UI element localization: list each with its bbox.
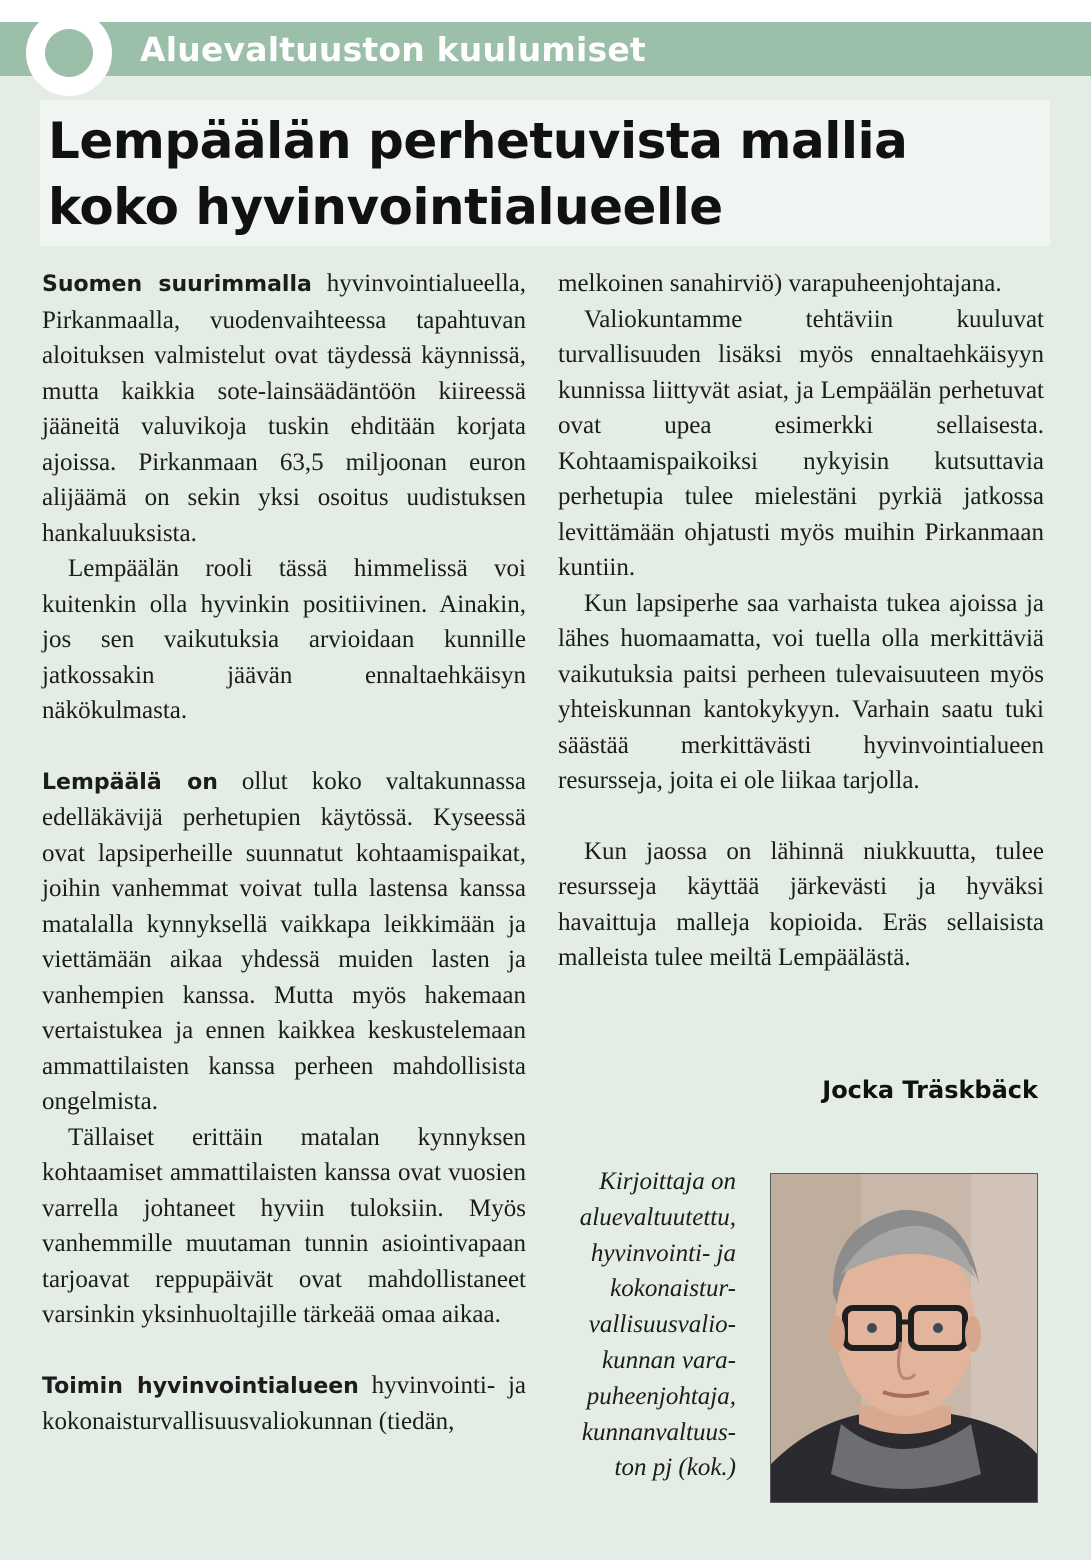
paragraph-lead: Lempäälä on xyxy=(42,769,218,795)
paragraph: Kun jaossa on lähinnä niukkuutta, tulee resursseja käyttää järkevästi ja hyväksi havaittuja malleja kopioida. Eräs sellaisista malleista tulee meiltä Lempäälästä. xyxy=(558,837,1044,971)
section-label: Aluevaltuuston kuulumiset xyxy=(140,30,646,69)
caption-line: kunnanvaltuus- xyxy=(581,1418,736,1446)
paragraph-lead: Toimin hyvinvointialueen xyxy=(42,1373,359,1399)
caption-line: aluevaltuutettu, xyxy=(579,1203,736,1231)
badge-dot xyxy=(45,29,93,77)
caption-line: hyvinvointi- ja xyxy=(590,1239,736,1267)
caption-line: Kirjoittaja on xyxy=(599,1168,736,1195)
author-caption xyxy=(548,1164,736,1486)
paragraph-body: hyvinvointi- ja kokonaisturvallisuusvaliokunnan (tiedän, xyxy=(42,1371,526,1435)
paragraph xyxy=(42,764,526,1120)
paragraph: Tällaiset erittäin matalan kynnyksen kohtaamiset ammattilaisten kanssa ovat vuosien varrella johtaneet hyviin tuloksiin. Myös vanhemmille muutaman tunnin asiointivapaan tarjoavat reppupäivät ovat mahdollistaneet varsinkin yksinhuoltajille tärkeää omaa aikaa. xyxy=(42,1123,526,1328)
paragraph xyxy=(42,266,526,551)
portrait-illustration xyxy=(771,1174,1037,1502)
author-byline: Jocka Träskbäck xyxy=(822,1076,1038,1104)
author-photo xyxy=(770,1173,1038,1503)
paragraph: melkoinen sanahirviö) varapuheenjohtajana. xyxy=(558,270,1002,297)
caption-line: kunnan vara- xyxy=(602,1346,736,1374)
headline-line-1: Lempäälän perhetuvista mallia xyxy=(48,112,908,170)
caption-line: kokonaistur- xyxy=(610,1275,736,1303)
caption-line: ton pj (kok.) xyxy=(614,1454,736,1482)
headline-line-2: koko hyvinvointialueelle xyxy=(48,178,723,236)
paragraph-body: hyvinvointialueella, Pirkanmaalla, vuodenvaihteessa tapahtuvan aloituksen valmistelut ovat täydessä käynnissä, mutta kaikkia sote-lainsäädäntöön kiireessä jääneitä valuvikoja tuskin ehditään korjata ajoissa. Pirkanmaan 63,5 miljoonan euron alijäämä on sekin yksi osoitus uudistuksen hankaluuksista. xyxy=(42,270,526,547)
article-headline xyxy=(48,108,907,240)
paragraph xyxy=(42,1368,526,1440)
paragraph: Kun lapsiperhe saa varhaista tukea ajoissa ja lähes huomaamatta, voi tuella olla merkittäviä vaikutuksia paitsi perheen tulevaisuuteen myös yhteiskunnan kantokykyyn. Varhain saatu tuki säästää merkittävästi hyvinvointialueen resursseja, joita ei ole liikaa tarjolla. xyxy=(558,589,1044,794)
left-column xyxy=(42,266,526,1440)
paragraph-lead: Suomen suurimmalla xyxy=(42,272,312,297)
section-badge-icon xyxy=(26,10,112,96)
right-column xyxy=(558,266,1044,976)
paragraph-body: ollut koko valtakunnassa edelläkävijä perhetupien käytössä. Kyseessä ovat lapsiperheille suunnatut kohtaamispaikat, joihin vanhemmat voivat tulla lastensa kanssa matalalla kynnyksellä vaikkapa leikkimään ja viettämään aikaa yhdessä muiden lasten ja vanhempien kanssa. Mutta myös hakemaan vertaistukea ja ennen kaikkea keskustelemaan ammattilaisten kanssa perheen mahdollisista ongelmista. xyxy=(42,767,526,1115)
caption-line: puheenjohtaja, xyxy=(586,1382,736,1410)
paragraph: Valiokuntamme tehtäviin kuuluvat turvallisuuden lisäksi myös ennaltaehkäisyyn kunnissa liittyvät asiat, ja Lempäälän perhetuvat ovat upea esimerkki sellaisesta. Kohtaamispaikoiksi nykyisin kutsuttavia perhetupia tulee mielestäni pyrkiä jatkossa levittämään ohjatusti myös muihin Pirkanmaan kuntiin. xyxy=(558,305,1044,581)
caption-line: vallisuusvalio- xyxy=(588,1311,736,1339)
paragraph: Lempäälän rooli tässä himmelissä voi kuitenkin olla hyvinkin positiivinen. Ainakin, jos sen vaikutuksia arvioidaan kunnille jatkossakin jäävän ennaltaehkäisyn näkökulmasta. xyxy=(42,555,526,724)
top-margin xyxy=(0,0,1091,22)
